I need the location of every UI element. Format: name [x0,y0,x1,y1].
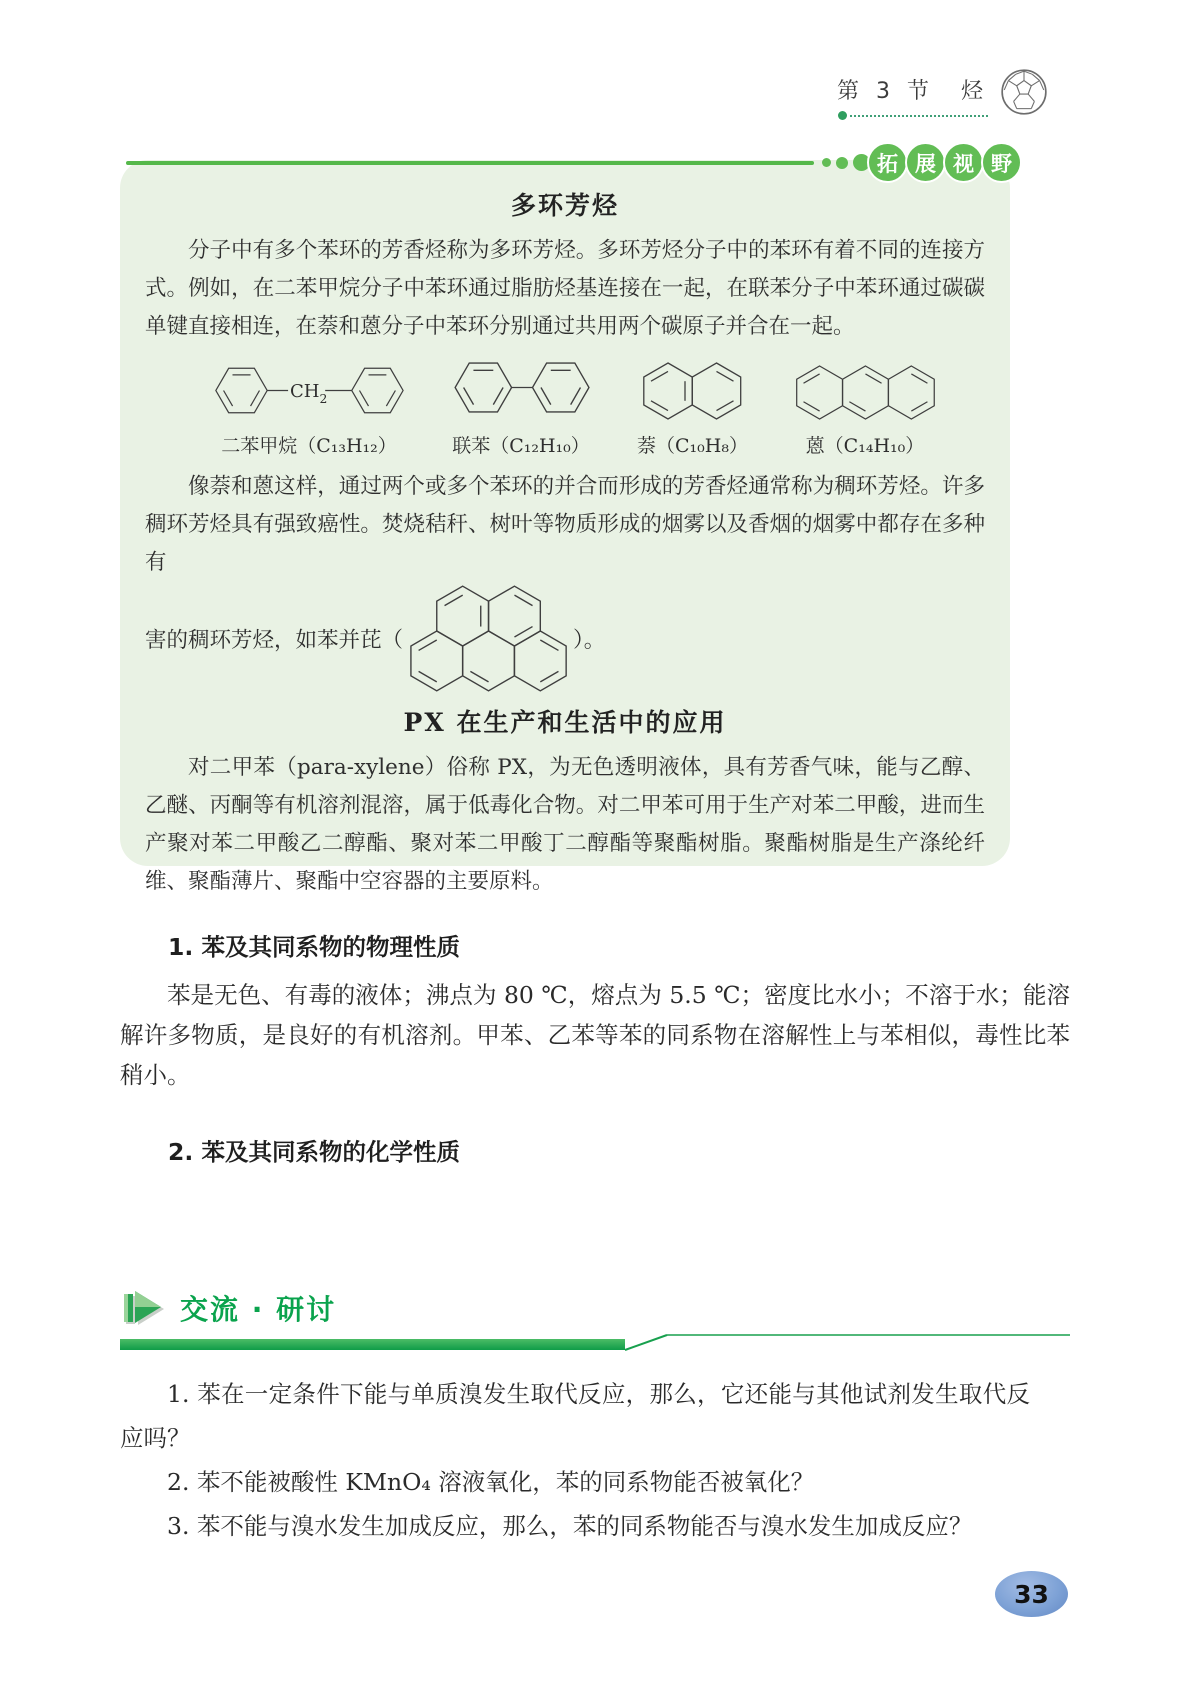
section-title: 第 3 节 烃 [837,79,988,104]
physical-properties-paragraph: 苯是无色、有毒的液体；沸点为 80 ℃，熔点为 5.5 ℃；密度比水小；不溶于水；能溶解许多物质，是良好的有机溶剂。甲苯、乙苯等苯的同系物在溶解性上与苯相似，毒性比苯稍小。 [120,981,1070,1089]
discussion-banner [120,1288,1070,1354]
structure-anthracene [795,364,935,458]
anthracene-structure [795,364,935,421]
question-1: 1. 苯在一定条件下能与单质溴发生取代反应，那么，它还能与其他试剂发生取代反应吗？ [120,1380,1030,1452]
structure-biphenyl [452,354,590,458]
underline-dotted-line [850,115,988,117]
fullerene-icon [998,66,1050,118]
benzopyrene-line [145,584,985,693]
article-title-polycyclic: 多环芳烃 [510,191,619,220]
question-3: 3. 苯不能与溴水发生加成反应，那么，苯的同系物能否与溴水发生加成反应？ [167,1512,973,1540]
badge-char: 展 [905,142,946,183]
badge-dot-small [822,158,831,167]
discussion-banner-head [120,1288,1070,1328]
question-2: 2. 苯不能被酸性 KMnO₄ 溶液氧化，苯的同系物能否被氧化？ [167,1468,815,1496]
play-icon [120,1288,166,1328]
svg-text:CH2: $CH_2$ [289,381,328,406]
naphthalene-structure [642,361,742,421]
heading-physical-properties: 1. 苯及其同系物的物理性质 [168,933,460,961]
badge-dot-medium [836,157,848,169]
benzopyrene-text-before: 害的稠环芳烃，如苯并芘（ [145,628,404,653]
biphenyl-structure [452,354,590,421]
article-title-px: PX 在生产和生活中的应用 [403,708,727,737]
structure-row [145,354,985,458]
expand-vision-badge [126,142,1022,183]
diphenylmethane-structure [213,360,405,421]
discussion-questions [120,1372,1030,1548]
structure-label: 联苯（C₁₂H₁₀） [452,435,590,457]
section-header-block [837,66,988,120]
expand-vision-box [120,151,1012,894]
discussion-banner-title: 交流 · 研讨 [180,1293,337,1326]
badge-char: 拓 [867,142,908,183]
structure-label: 蒽（C₁₄H₁₀） [805,435,925,457]
polycyclic-paragraph-1: 分子中有多个苯环的芳香烃称为多环芳烃。多环芳烃分子中的苯环有着不同的连接方式。例如，在二苯甲烷分子中苯环通过脂肪烃基连接在一起，在联苯分子中苯环通过碳碳单键直接相连，在萘和蒽分子中苯环分别通过共用两个碳原子并合在一起。 [145,238,985,339]
header-underline [838,111,988,120]
benzopyrene-structure [409,584,567,693]
polycyclic-paragraph-2: 像萘和蒽这样，通过两个或多个苯环的并合而形成的芳香烃通常称为稠环芳烃。许多稠环芳烃具有强致癌性。焚烧秸秆、树叶等物质形成的烟雾以及香烟的烟雾中都存在多种有 [145,474,985,575]
structure-diphenylmethane [213,360,405,458]
badge-line [126,161,814,165]
badge-char: 野 [981,142,1022,183]
px-paragraph: 对二甲苯（para-xylene）俗称 PX，为无色透明液体，具有芳香气味，能与乙醇、乙醚、丙酮等有机溶剂混溶，属于低毒化合物。对二甲苯可用于生产对苯二甲酸，进而生产聚对苯二甲酸乙二醇酯、聚对苯二甲酸丁二醇酯等聚酯树脂。聚酯树脂是生产涤纶纤维、聚酯薄片、聚酯中空容器的主要原料。 [145,755,985,894]
structure-label: 二苯甲烷（C₁₃H₁₂） [221,435,397,457]
heading-chemical-properties: 2. 苯及其同系物的化学性质 [168,1138,460,1166]
structure-naphthalene [637,361,748,458]
page-header [837,66,1050,120]
underline-dot [838,111,847,120]
structure-label: 萘（C₁₀H₈） [637,435,748,457]
benzopyrene-text-after: ）。 [573,628,606,653]
banner-rule [120,1328,1070,1354]
page-number-badge: 33 [995,1571,1068,1617]
badge-char: 视 [943,142,984,183]
